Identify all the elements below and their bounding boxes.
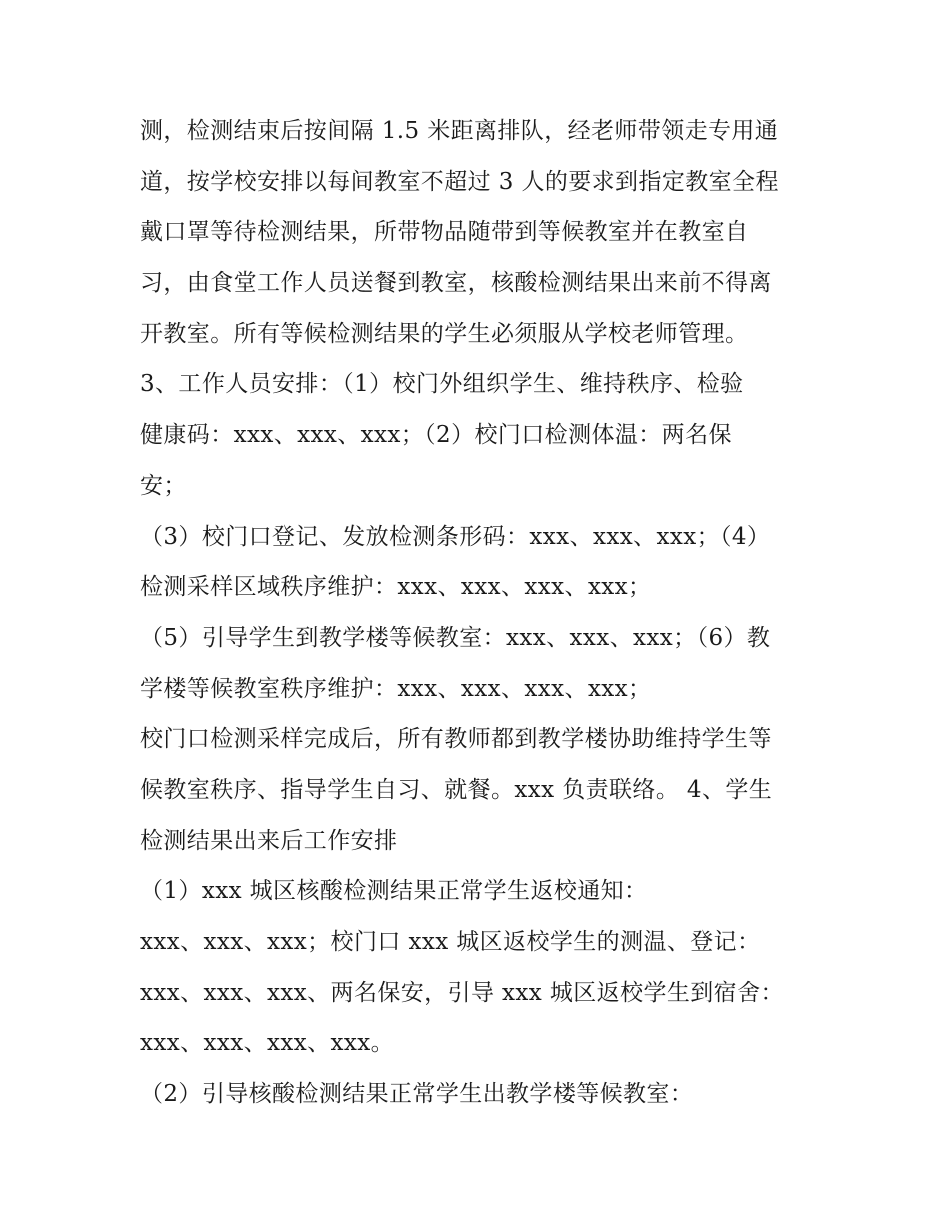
text-line: （2）引导核酸检测结果正常学生出教学楼等候教室： (140, 1081, 694, 1108)
text-line: 习，由食堂工作人员送餐到教室，核酸检测结果出来前不得离 (140, 270, 772, 297)
text-line: 校门口检测采样完成后，所有教师都到教学楼协助维持学生等 (140, 726, 772, 753)
text-line: 学楼等候教室秩序维护：xxx、xxx、xxx、xxx； (140, 675, 652, 702)
text-line: 候教室秩序、指导学生自习、就餐。xxx 负责联络。 4、学生 (140, 776, 773, 803)
text-line: xxx、xxx、xxx；校门口 xxx 城区返校学生的测温、登记： (140, 929, 761, 955)
text-line: 戴口罩等待检测结果，所带物品随带到等候教室并在教室自 (140, 219, 749, 246)
text-line: （1）xxx 城区核酸检测结果正常学生返校通知： (140, 878, 648, 905)
text-line: 3、工作人员安排：（1）校门外组织学生、维持秩序、检验 (140, 371, 744, 398)
text-line: 检测采样区域秩序维护：xxx、xxx、xxx、xxx； (140, 574, 652, 601)
text-line: 开教室。所有等候检测结果的学生必须服从学校老师管理。 (140, 320, 749, 347)
text-line: xxx、xxx、xxx、xxx。 (140, 1030, 395, 1057)
text-line: xxx、xxx、xxx、两名保安，引导 xxx 城区返校学生到宿舍： (140, 979, 784, 1006)
text-line: 健康码：xxx、xxx、xxx；（2）校门口检测体温：两名保 (140, 422, 732, 449)
text-line: 道，按学校安排以每间教室不超过 3 人的要求到指定教室全程 (140, 168, 779, 195)
text-line: 安； (140, 472, 187, 499)
text-line: 测，检测结束后按间隔 1.5 米距离排队，经老师带领走专用通 (140, 118, 779, 144)
text-line: （5）引导学生到教学楼等候教室：xxx、xxx、xxx；（6）教 (140, 624, 771, 651)
text-line: 检测结果出来后工作安排 (140, 827, 398, 854)
text-line: （3）校门口登记、发放检测条形码：xxx、xxx、xxx；（4） (140, 523, 771, 550)
document-body (140, 106, 820, 1120)
